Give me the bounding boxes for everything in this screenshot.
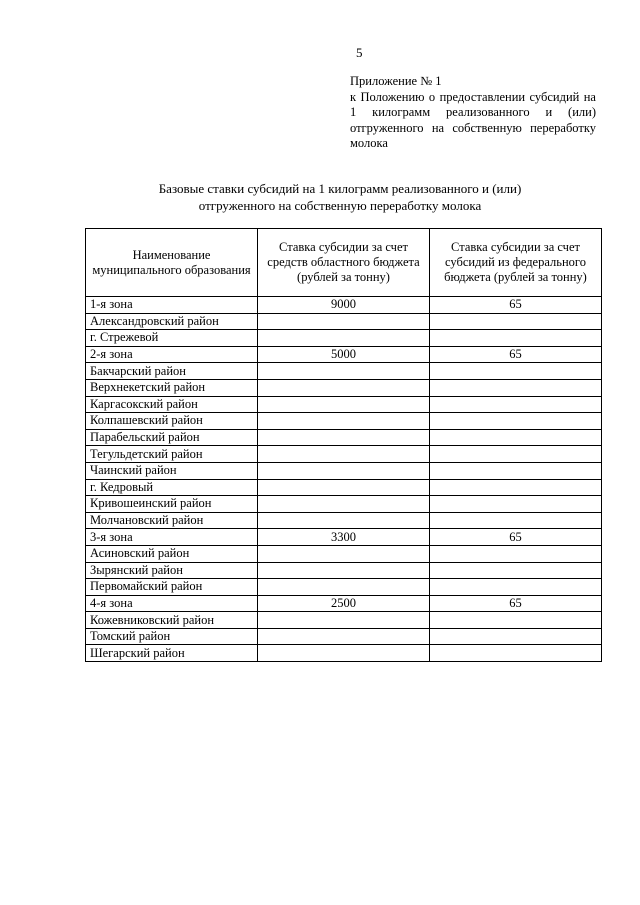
table-row (86, 479, 602, 496)
cell-municipality: Верхнекетский район (86, 379, 258, 396)
cell-federal-rate (430, 379, 602, 396)
appendix-block (350, 74, 596, 152)
cell-municipality: Чаинский район (86, 462, 258, 479)
cell-municipality: Бакчарский район (86, 363, 258, 380)
cell-regional-rate (258, 562, 430, 579)
cell-federal-rate (430, 446, 602, 463)
cell-regional-rate (258, 363, 430, 380)
cell-municipality: Асиновский район (86, 545, 258, 562)
table-row (86, 396, 602, 413)
table-row (86, 429, 602, 446)
page-number: 5 (356, 45, 363, 60)
cell-federal-rate (430, 330, 602, 347)
header-municipality: Наименование муниципального образования (86, 229, 258, 297)
cell-municipality: 1-я зона (86, 297, 258, 314)
cell-municipality: г. Кедровый (86, 479, 258, 496)
table-row (86, 628, 602, 645)
document-title-line-1: Базовые ставки субсидий на 1 килограмм реализованного и (или) (158, 181, 522, 196)
table-row (86, 363, 602, 380)
table-row (86, 446, 602, 463)
table-row (86, 612, 602, 629)
cell-federal-rate (430, 429, 602, 446)
cell-regional-rate (258, 628, 430, 645)
cell-regional-rate: 2500 (258, 595, 430, 612)
appendix-title: Приложение № 1 (350, 74, 442, 88)
cell-federal-rate (430, 462, 602, 479)
cell-municipality: 2-я зона (86, 346, 258, 363)
cell-federal-rate: 65 (430, 595, 602, 612)
table-row (86, 462, 602, 479)
table-row (86, 379, 602, 396)
cell-federal-rate (430, 313, 602, 330)
cell-federal-rate: 65 (430, 297, 602, 314)
appendix-body: к Положению о предоставлении субсидий на 1 килограмм реализованного и (или) отгруженного на собственную переработку молока (350, 89, 596, 150)
table-row (86, 512, 602, 529)
cell-municipality: Первомайский район (86, 579, 258, 596)
cell-federal-rate (430, 413, 602, 430)
cell-municipality: Кривошеинский район (86, 496, 258, 513)
cell-federal-rate (430, 479, 602, 496)
table-header-row (86, 229, 602, 297)
cell-municipality: г. Стрежевой (86, 330, 258, 347)
table-row (86, 413, 602, 430)
table-row (86, 562, 602, 579)
cell-federal-rate: 65 (430, 346, 602, 363)
cell-regional-rate (258, 330, 430, 347)
document-title-line-2: отгруженного на собственную переработку молока (198, 198, 482, 213)
cell-regional-rate: 9000 (258, 297, 430, 314)
table-row (86, 579, 602, 596)
cell-regional-rate (258, 396, 430, 413)
table-row (86, 313, 602, 330)
document-title (80, 180, 600, 214)
table-row (86, 545, 602, 562)
cell-municipality: Парабельский район (86, 429, 258, 446)
cell-municipality: Александровский район (86, 313, 258, 330)
cell-federal-rate (430, 496, 602, 513)
table-row (86, 297, 602, 314)
cell-municipality: Шегарский район (86, 645, 258, 662)
header-federal-rate: Ставка субсидии за счет субсидий из федерального бюджета (рублей за тонну) (430, 229, 602, 297)
cell-federal-rate (430, 579, 602, 596)
cell-regional-rate (258, 313, 430, 330)
cell-municipality: Тегульдетский район (86, 446, 258, 463)
cell-regional-rate (258, 379, 430, 396)
cell-federal-rate: 65 (430, 529, 602, 546)
cell-federal-rate (430, 645, 602, 662)
cell-federal-rate (430, 512, 602, 529)
cell-federal-rate (430, 612, 602, 629)
cell-municipality: Молчановский район (86, 512, 258, 529)
cell-regional-rate (258, 479, 430, 496)
cell-federal-rate (430, 396, 602, 413)
cell-municipality: Кожевниковский район (86, 612, 258, 629)
table-row (86, 645, 602, 662)
cell-regional-rate: 5000 (258, 346, 430, 363)
cell-municipality: 3-я зона (86, 529, 258, 546)
cell-municipality: Зырянский район (86, 562, 258, 579)
cell-regional-rate (258, 429, 430, 446)
cell-federal-rate (430, 628, 602, 645)
cell-regional-rate: 3300 (258, 529, 430, 546)
cell-regional-rate (258, 512, 430, 529)
subsidy-rates-table (85, 228, 602, 662)
table-row (86, 595, 602, 612)
cell-federal-rate (430, 545, 602, 562)
header-regional-rate: Ставка субсидии за счет средств областного бюджета (рублей за тонну) (258, 229, 430, 297)
cell-municipality: Томский район (86, 628, 258, 645)
table-row (86, 346, 602, 363)
cell-regional-rate (258, 579, 430, 596)
table-row (86, 529, 602, 546)
table-body (86, 297, 602, 662)
cell-regional-rate (258, 496, 430, 513)
cell-federal-rate (430, 363, 602, 380)
cell-regional-rate (258, 446, 430, 463)
cell-regional-rate (258, 645, 430, 662)
cell-municipality: 4-я зона (86, 595, 258, 612)
table-row (86, 330, 602, 347)
cell-municipality: Каргасокский район (86, 396, 258, 413)
table-row (86, 496, 602, 513)
cell-municipality: Колпашевский район (86, 413, 258, 430)
cell-regional-rate (258, 545, 430, 562)
cell-regional-rate (258, 413, 430, 430)
cell-regional-rate (258, 462, 430, 479)
cell-regional-rate (258, 612, 430, 629)
cell-federal-rate (430, 562, 602, 579)
